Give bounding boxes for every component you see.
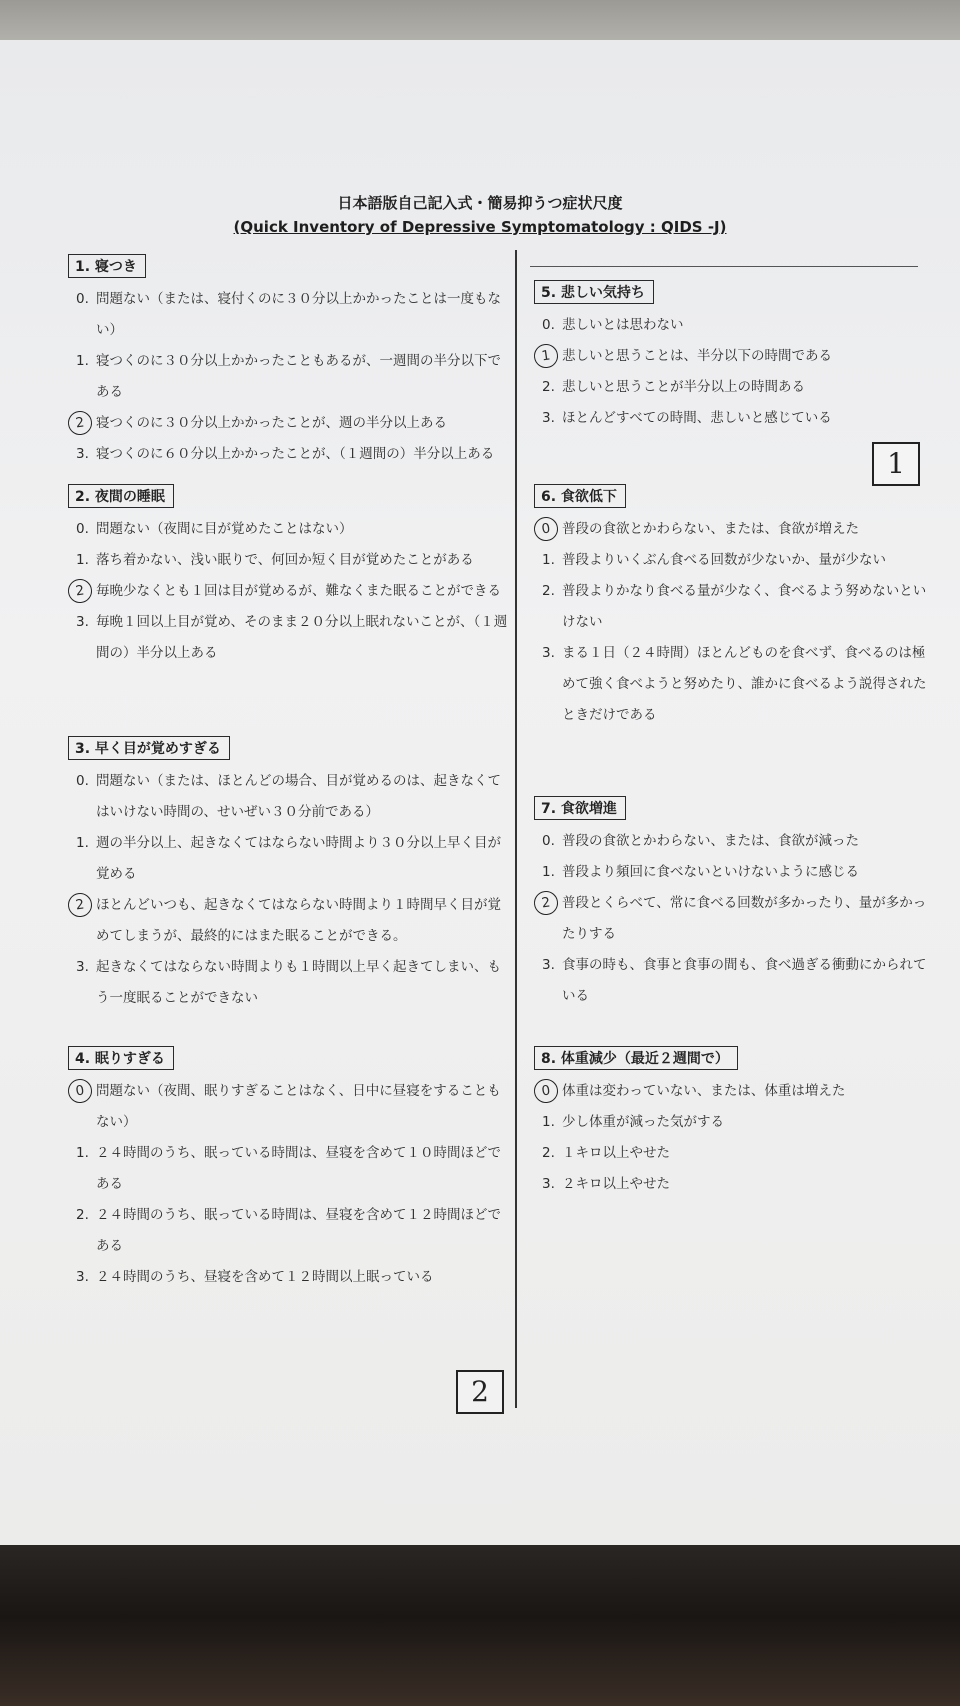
section-heading: 7. 食欲増進 (534, 796, 626, 820)
selection-circle: 2 (66, 577, 93, 604)
option-2-selected[interactable] (534, 888, 934, 950)
score-box-bottom: 2 (456, 1370, 504, 1414)
option-text: 寝つくのに６０分以上かかったことが、（１週間の）半分以上ある (96, 446, 495, 462)
selection-circle: 1 (532, 342, 559, 369)
option-text: 悲しいとは思わない (562, 317, 684, 333)
option-text: ２４時間のうち、眠っている時間は、昼寝を含めて１２時間ほどである (96, 1207, 501, 1254)
option-text: 悲しいと思うことは、半分以下の時間である (562, 348, 832, 364)
option-text: 寝つくのに３０分以上かかったこともあるが、一週間の半分以下である (96, 353, 501, 400)
option-2[interactable]: 2. １キロ以上やせた (542, 1145, 670, 1161)
option-2-selected[interactable] (68, 576, 508, 607)
option-3[interactable]: 3. 寝つくのに６０分以上かかったことが、（１週間の）半分以上ある (76, 446, 495, 462)
option-0-selected[interactable] (68, 1076, 508, 1138)
title-english: (Quick Inventory of Depressive Symptomatology : QIDS -J) (233, 218, 727, 236)
option-text: 普段の食欲とかわらない、または、食欲が増えた (562, 521, 859, 537)
option-text: ほとんどすべての時間、悲しいと感じている (562, 410, 832, 426)
section-heading: 2. 夜間の睡眠 (68, 484, 174, 508)
option-1[interactable]: 1. 週の半分以上、起きなくてはならない時間より３０分以上早く目が覚める (76, 835, 501, 882)
option-3[interactable]: 3. ２４時間のうち、昼寝を含めて１２時間以上眠っている (76, 1269, 434, 1285)
option-text: 普段とくらべて、常に食べる回数が多かったり、量が多かったりする (562, 895, 927, 942)
section-6-appetite-decrease (534, 484, 934, 731)
section-heading: 5. 悲しい気持ち (534, 280, 654, 304)
option-text: 普段よりいくぶん食べる回数が少ないか、量が少ない (562, 552, 886, 568)
option-1[interactable]: 1. 普段より頻回に食べないといけないように感じる (542, 864, 859, 880)
selection-circle: 0 (66, 1077, 93, 1104)
option-2[interactable]: 2. ２４時間のうち、眠っている時間は、昼寝を含めて１２時間ほどである (76, 1207, 501, 1254)
section-4-oversleeping (68, 1046, 508, 1293)
option-text: ２キロ以上やせた (562, 1176, 670, 1192)
option-1[interactable]: 1. ２４時間のうち、眠っている時間は、昼寝を含めて１０時間ほどである (76, 1145, 501, 1192)
option-text: 普段よりかなり食べる量が少なく、食べるよう努めないといけない (562, 583, 927, 630)
option-2[interactable]: 2. 悲しいと思うことが半分以上の時間ある (542, 379, 805, 395)
option-2-selected[interactable] (68, 408, 508, 439)
option-0[interactable]: 0. 問題ない（または、寝付くのに３０分以上かかったことは一度もない） (76, 291, 501, 338)
option-1[interactable]: 1. 少し体重が減った気がする (542, 1114, 724, 1130)
option-3[interactable]: 3. ２キロ以上やせた (542, 1176, 670, 1192)
section-3-early-waking (68, 736, 508, 1014)
option-2-selected[interactable] (68, 890, 508, 952)
option-text: 毎晩１回以上目が覚め、そのまま２０分以上眠れないことが、（１週間の）半分以上ある (96, 614, 508, 661)
option-text: 落ち着かない、浅い眠りで、何回か短く目が覚めたことがある (96, 552, 474, 568)
option-0[interactable]: 0. 普段の食欲とかわらない、または、食欲が減った (542, 833, 859, 849)
option-3[interactable]: 3. 食事の時も、食事と食事の間も、食べ過ぎる衝動にかられている (542, 957, 927, 1004)
option-3[interactable]: 3. 起きなくてはならない時間よりも１時間以上早く起きてしまい、もう一度眠ることができない (76, 959, 501, 1006)
score-box-right: 1 (872, 442, 920, 486)
option-text: 少し体重が減った気がする (562, 1114, 724, 1130)
column-divider (515, 250, 517, 1408)
option-text: まる１日（２４時間）ほとんどものを食べず、食べるのは極めて強く食べようと努めたり、誰かに食べるよう説得されたときだけである (562, 645, 927, 723)
selection-circle: 2 (532, 889, 559, 916)
option-text: 悲しいと思うことが半分以上の時間ある (562, 379, 805, 395)
option-0-selected[interactable] (534, 514, 934, 545)
option-text: 毎晩少なくとも１回は目が覚めるが、難なくまた眠ることができる (96, 583, 501, 599)
option-1[interactable]: 1. 普段よりいくぶん食べる回数が少ないか、量が少ない (542, 552, 886, 568)
option-3[interactable]: 3. 毎晩１回以上目が覚め、そのまま２０分以上眠れないことが、（１週間の）半分以上ある (76, 614, 508, 661)
option-text: 体重は変わっていない、または、体重は増えた (562, 1083, 846, 1099)
section-heading: 1. 寝つき (68, 254, 146, 278)
option-2[interactable]: 2. 普段よりかなり食べる量が少なく、食べるよう努めないといけない (542, 583, 927, 630)
option-1-selected[interactable] (534, 341, 934, 372)
option-text: 起きなくてはならない時間よりも１時間以上早く起きてしまい、もう一度眠ることができない (96, 959, 501, 1006)
option-3[interactable]: 3. ほとんどすべての時間、悲しいと感じている (542, 410, 832, 426)
background-bottom (0, 1545, 960, 1706)
section-1-sleep-onset (68, 254, 508, 470)
section-5-sadness (534, 280, 934, 434)
selection-circle: 2 (66, 891, 93, 918)
option-text: 週の半分以上、起きなくてはならない時間より３０分以上早く目が覚める (96, 835, 501, 882)
option-text: 寝つくのに３０分以上かかったことが、週の半分以上ある (96, 415, 447, 431)
selection-circle: 0 (532, 515, 559, 542)
section-heading: 3. 早く目が覚めすぎる (68, 736, 230, 760)
section-7-appetite-increase (534, 796, 934, 1012)
option-text: 問題ない（夜間、眠りすぎることはなく、日中に昼寝をすることもない） (96, 1083, 501, 1130)
section-8-weight-loss (534, 1046, 934, 1200)
option-text: 問題ない（または、寝付くのに３０分以上かかったことは一度もない） (96, 291, 501, 338)
section-heading: 8. 体重減少（最近２週間で） (534, 1046, 738, 1070)
option-text: 問題ない（または、ほとんどの場合、目が覚めるのは、起きなくてはいけない時間の、せいぜい３０分前である） (96, 773, 501, 820)
selection-circle: 0 (532, 1077, 559, 1104)
section-2-night-sleep (68, 484, 508, 669)
option-0[interactable]: 0. 問題ない（または、ほとんどの場合、目が覚めるのは、起きなくてはいけない時間の、せいぜい３０分前である） (76, 773, 501, 820)
selection-circle: 2 (66, 409, 93, 436)
title-japanese: 日本語版自己記入式・簡易抑うつ症状尺度 (337, 194, 623, 212)
option-text: 普段の食欲とかわらない、または、食欲が減った (562, 833, 859, 849)
option-1[interactable]: 1. 落ち着かない、浅い眠りで、何回か短く目が覚めたことがある (76, 552, 474, 568)
questionnaire-paper (0, 40, 960, 1550)
top-rule (530, 266, 918, 267)
option-text: 普段より頻回に食べないといけないように感じる (562, 864, 859, 880)
option-3[interactable]: 3. まる１日（２４時間）ほとんどものを食べず、食べるのは極めて強く食べようと努めたり、誰かに食べるよう説得されたときだけである (542, 645, 927, 723)
option-text: 食事の時も、食事と食事の間も、食べ過ぎる衝動にかられている (562, 957, 927, 1004)
option-text: １キロ以上やせた (562, 1145, 670, 1161)
section-heading: 6. 食欲低下 (534, 484, 626, 508)
section-heading: 4. 眠りすぎる (68, 1046, 174, 1070)
option-text: ２４時間のうち、昼寝を含めて１２時間以上眠っている (96, 1269, 434, 1285)
option-1[interactable]: 1. 寝つくのに３０分以上かかったこともあるが、一週間の半分以下である (76, 353, 501, 400)
option-text: ほとんどいつも、起きなくてはならない時間より１時間早く目が覚めてしまうが、最終的にはまた眠ることができる。 (96, 897, 501, 944)
option-0[interactable]: 0. 悲しいとは思わない (542, 317, 684, 333)
option-text: 問題ない（夜間に目が覚めたことはない） (96, 521, 353, 537)
option-0[interactable]: 0. 問題ない（夜間に目が覚めたことはない） (76, 521, 353, 537)
option-text: ２４時間のうち、眠っている時間は、昼寝を含めて１０時間ほどである (96, 1145, 501, 1192)
option-0-selected[interactable] (534, 1076, 934, 1107)
